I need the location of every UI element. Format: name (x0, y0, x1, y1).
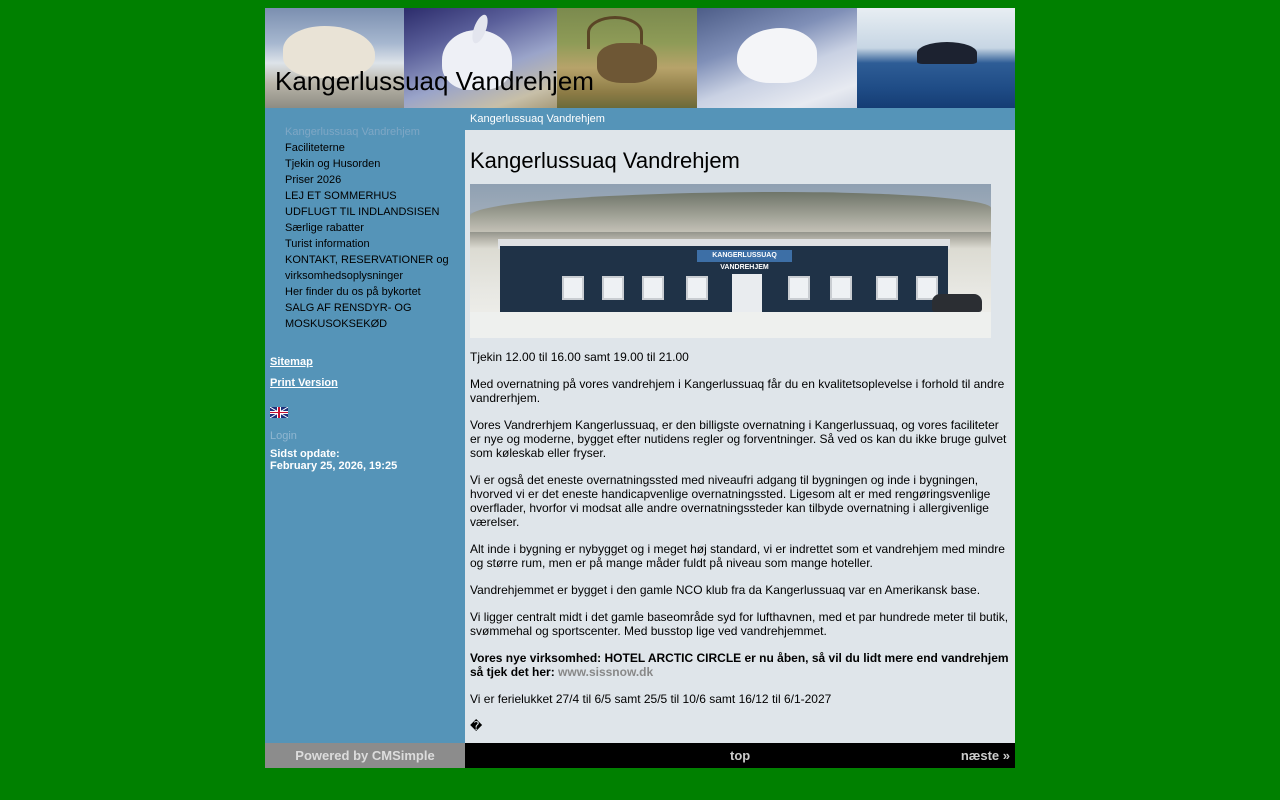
last-updated-value: February 25, 2026, 19:25 (270, 460, 398, 472)
sidebar-menu (270, 124, 460, 332)
sitemap-link[interactable]: Sitemap (270, 356, 313, 368)
sidebar-item-turist[interactable]: Turist information (285, 238, 370, 250)
paragraph: Vores Vandrerhjem Kangerlussuaq, er den billigste overnatning i Kangerlussuaq, og vores faciliteter er nye og moderne, bygget efter nutidens regler og forventninger. Så ved os kan du ikke bruge gulvet som køleskab eller fryser. (470, 418, 1007, 460)
sidebar (265, 108, 465, 743)
paragraph: Vi ligger centralt midt i det gamle baseområde syd for lufthavnen, med et par hundrede meter til butik, svømmehal og sportscenter. Med busstop lige ved vandrehjemmet. (470, 610, 1009, 638)
paragraph: Vandrehjemmet er bygget i den gamle NCO klub fra da Kangerlussuaq var en Amerikansk base. (470, 583, 981, 597)
ptarmigan-image (697, 8, 857, 108)
hostel-sign: KANGERLUSSUAQ VANDREHJEM (697, 250, 792, 262)
powered-by-link[interactable]: Powered by CMSimple (265, 743, 465, 768)
sidebar-item-rabatter[interactable]: Særlige rabatter (285, 222, 364, 234)
last-updated-label: Sidst opdate: (270, 448, 340, 460)
sidebar-item-priser[interactable]: Priser 2026 (285, 174, 342, 186)
paragraph: Med overnatning på vores vandrehjem i Kangerlussuaq får du en kvalitetsoplevelse i forhold til andre vandrerhjem. (470, 377, 1005, 405)
page-heading: Kangerlussuaq Vandrehjem (470, 148, 740, 173)
print-version-link[interactable]: Print Version (270, 377, 338, 389)
sidebar-item-kontakt[interactable]: KONTAKT, RESERVATIONER og virksomhedsoplysninger (285, 254, 449, 282)
closed-text: Vi er ferielukket 27/4 til 6/5 samt 25/5 til 10/6 samt 16/12 til 6/1-2027 (470, 692, 832, 706)
sissnow-link[interactable]: www.sissnow.dk (558, 665, 654, 679)
next-link[interactable]: næste » (960, 748, 1010, 763)
login-link[interactable]: Login (270, 430, 297, 442)
sidebar-item-sommerhus[interactable]: LEJ ET SOMMERHUS (285, 190, 397, 202)
main-column (465, 108, 1015, 743)
uk-flag-icon[interactable] (270, 407, 288, 418)
sidebar-item-faciliteterne[interactable]: Faciliteterne (285, 142, 345, 154)
sidebar-item-bykort[interactable]: Her finder du os på bykortet (285, 286, 421, 298)
sidebar-item-udflugt[interactable]: UDFLUGT TIL INDLANDSISEN (285, 206, 440, 218)
paragraph: Alt inde i bygning er nybygget og i meget høj standard, vi er indrettet som et vandrehjem med mindre og større rum, men er på mange måder fuldt på niveau som mange hoteller. (470, 542, 1005, 570)
site-title: Kangerlussuaq Vandrehjem (275, 66, 594, 96)
last-updated (270, 448, 460, 472)
header-banner (265, 8, 1015, 108)
sidebar-item-home[interactable]: Kangerlussuaq Vandrehjem (285, 126, 420, 138)
content-area (465, 130, 1015, 743)
footer-nav (465, 743, 1015, 768)
top-link[interactable]: top (730, 748, 751, 763)
promo-text: Vores nye virksomhed: HOTEL ARCTIC CIRCLE er nu åben, så vil du lidt mere end vandrehjem så tjek det her: (470, 651, 1009, 679)
promo-paragraph (470, 651, 1009, 679)
replacement-char: � (470, 719, 483, 733)
sidebar-item-salg[interactable]: SALG AF RENSDYR- OG MOSKUSOKSEKØD (285, 302, 412, 330)
footer (265, 743, 1015, 768)
breadcrumb[interactable]: Kangerlussuaq Vandrehjem (465, 108, 1015, 130)
whale-tail-image (857, 8, 1015, 108)
sidebar-item-tjekin[interactable]: Tjekin og Husorden (285, 158, 381, 170)
checkin-text: Tjekin 12.00 til 16.00 samt 19.00 til 21.00 (470, 350, 689, 364)
page-wrapper (265, 8, 1015, 768)
paragraph: Vi er også det eneste overnatningssted med niveaufri adgang til bygningen og inde i bygningen, hvorved vi er det eneste handicapvenlige overnatningssted. Ligesom alt er med rengøringsvenlige overflader, hvorfor vi modsat alle andre overnatningssteder kan tilbyde overnatning i allergivenlige værelser. (470, 473, 991, 529)
hostel-photo (470, 184, 991, 338)
